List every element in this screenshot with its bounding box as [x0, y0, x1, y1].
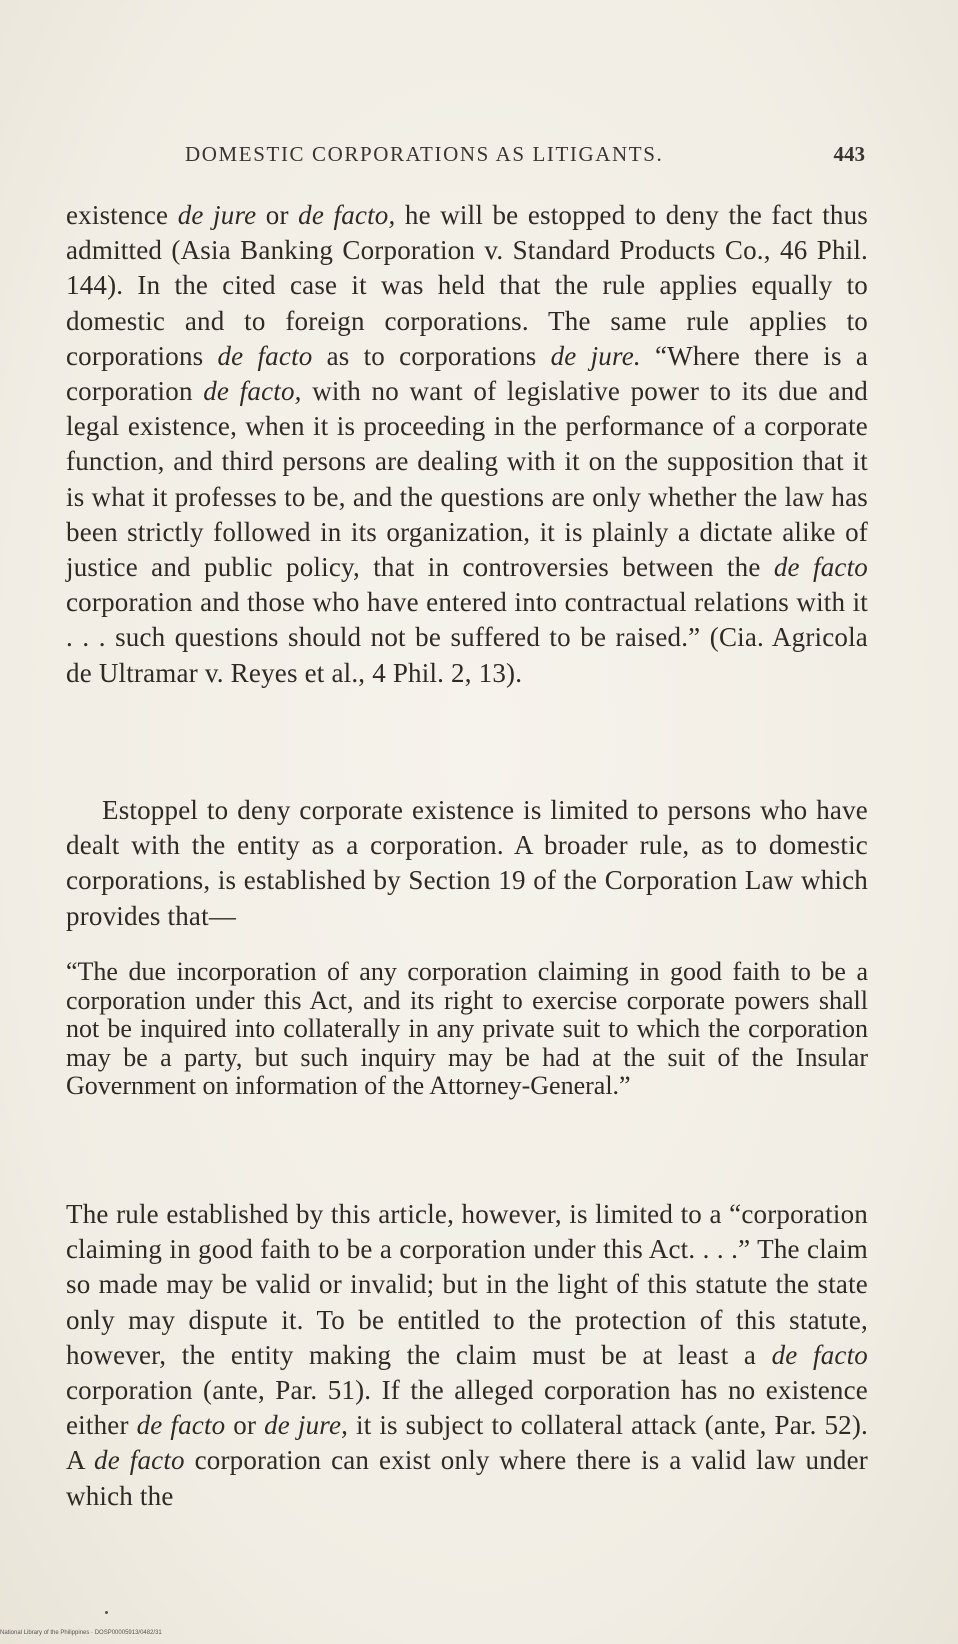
text-run: corporation (ante, Par. 51). If the alleged corporation has no existence either [66, 1375, 868, 1441]
text-run: “Where there is a corporation [66, 340, 869, 407]
paragraph-2: Estoppel to deny corporate existence is limited to persons who have dealt with the entity as a corporation. A broader rule, as to domestic corporations, is established by Section 19 of the Corporation Law which provides that— [66, 795, 868, 931]
italic-term: de jure. [550, 340, 641, 371]
paragraph-1 [66, 198, 868, 691]
text-run: or [256, 200, 299, 230]
italic-term: de facto [94, 1445, 185, 1476]
italic-term: de jure, [264, 1410, 349, 1441]
paragraph-3 [66, 1197, 868, 1514]
italic-term: de facto, [203, 376, 302, 407]
text-run: The rule established by this article, however, is limited to a “corporation claiming in good faith to be a corporation under this Act. . . .” The claim so made may be valid or invalid; but in the light of this statute the state only may dispute it. To be entitled to the protection of this statute, however, the entity making the claim must be at least a [66, 1199, 868, 1370]
running-head [185, 142, 865, 172]
text-run: existence [66, 200, 178, 230]
text-run: he will be estopped to deny the fact thus admitted (Asia Banking Corporation v. Standard Products Co., 46 Phil. 144). In the cited case it was held that the rule applies equally to domestic and to foreign corporations. The same rule applies to corporations [66, 200, 869, 371]
italic-term: de facto [771, 1339, 868, 1370]
text-run: corporation can exist only where there is a valid law under which the [66, 1445, 868, 1511]
text-run: as to corporations [312, 340, 551, 371]
chapter-title: DOMESTIC CORPORATIONS AS LITIGANTS. [185, 142, 664, 166]
text-run: corporation and those who have entered into contractual relations with it . . . such questions should not be suffered to be raised.” (Cia. Agricola de Ultramar v. Reyes et al., 4 Phil. 2, 13). [66, 587, 868, 688]
italic-term: de facto [217, 340, 313, 371]
text-run: or [225, 1410, 265, 1441]
block-quote: “The due incorporation of any corporation claiming in good faith to be a corporation under this Act, and its right to exercise corporate powers shall not be inquired into collaterally in any private suit to which the corporation may be a party, but such inquiry may be had at the suit of the Insular Government on information of the Attorney-General.” [66, 957, 868, 1100]
italic-term: de facto [773, 552, 868, 583]
scan-footer: National Library of the Philippines · DOSP00005913/0482/31 [0, 1630, 162, 1636]
italic-term: de facto, [298, 200, 396, 230]
text-run: it is subject to collateral attack (ante, Par. 52). A [66, 1410, 868, 1476]
text-run: with no want of legislative power to its due and legal existence, when it is proceeding in the performance of a corporate function, and third persons are dealing with it on the supposition that it is what it professes to be, and the questions are only whether the law has been strictly followed in its organization, it is plainly a dictate alike of justice and public policy, that in controversies between the [66, 376, 868, 583]
page-number: 443 [833, 142, 865, 166]
italic-term: de jure [177, 200, 257, 230]
scan-speck [105, 1611, 108, 1614]
italic-term: de facto [136, 1410, 226, 1441]
